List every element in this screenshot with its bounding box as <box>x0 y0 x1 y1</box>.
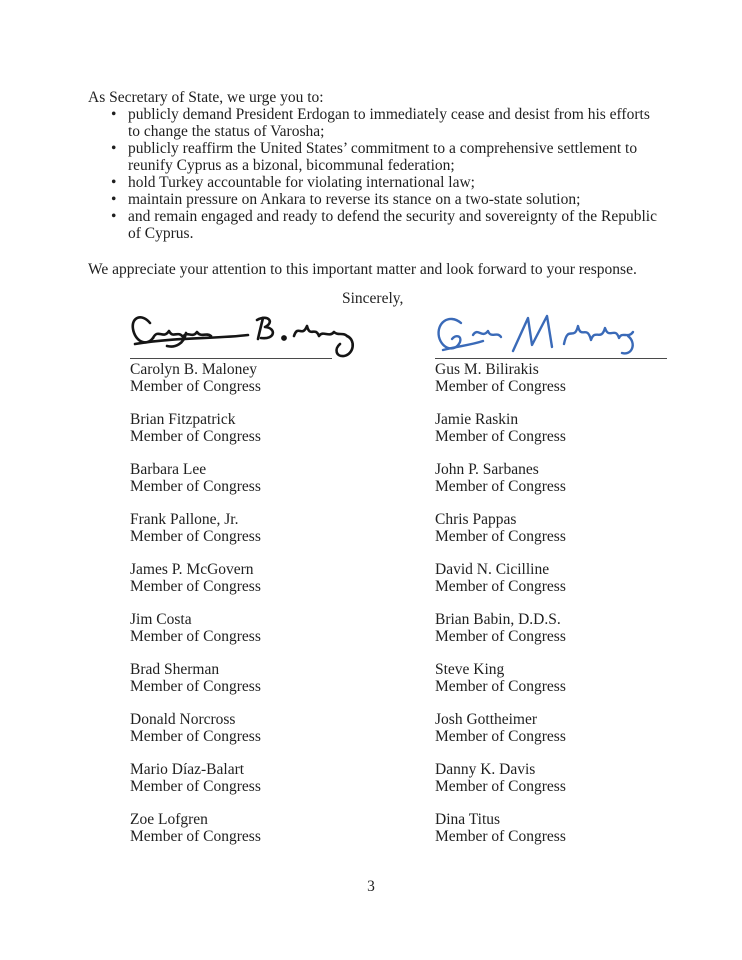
signer-title: Member of Congress <box>130 678 261 695</box>
signer-title: Member of Congress <box>130 828 261 845</box>
signer-entry <box>435 761 715 795</box>
signer-name: David N. Cicilline <box>435 561 550 578</box>
signer-title: Member of Congress <box>130 578 261 595</box>
signer-title: Member of Congress <box>130 728 261 745</box>
signatory-title: Member of Congress <box>130 378 261 395</box>
signer-title: Member of Congress <box>435 628 566 645</box>
signer-title: Member of Congress <box>435 678 566 695</box>
signer-title: Member of Congress <box>130 428 261 445</box>
signer-name: Barbara Lee <box>130 461 207 478</box>
signer-name: Jim Costa <box>130 611 192 628</box>
signer-title: Member of Congress <box>130 478 261 495</box>
signer-title: Member of Congress <box>435 528 566 545</box>
signer-name: Chris Pappas <box>435 511 517 528</box>
bullet-item: • and remain engaged and ready to defend the security and sovereignty of the Republic of Cyprus. <box>88 208 658 242</box>
signer-name: Jamie Raskin <box>435 411 519 428</box>
signers-column-right <box>435 411 715 861</box>
signer-title: Member of Congress <box>435 778 566 795</box>
signer-entry <box>435 461 715 495</box>
signer-title: Member of Congress <box>130 628 261 645</box>
signatory-name: Gus M. Bilirakis <box>435 361 539 378</box>
signer-entry <box>435 511 715 545</box>
signer-entry <box>130 761 410 795</box>
signer-title: Member of Congress <box>130 778 261 795</box>
signer-entry <box>130 561 410 595</box>
signature-image-gus-bilirakis <box>431 313 646 363</box>
signer-title: Member of Congress <box>435 578 566 595</box>
signer-entry <box>130 511 410 545</box>
signer-entry <box>130 711 410 745</box>
signatory-title: Member of Congress <box>435 378 566 395</box>
signer-name: James P. McGovern <box>130 561 254 578</box>
signers-column-left <box>130 411 410 861</box>
signer-name: Brad Sherman <box>130 661 220 678</box>
bullet-item: • publicly demand President Erdogan to immediately cease and desist from his efforts to change the status of Varosha; <box>88 106 658 140</box>
intro-paragraph: As Secretary of State, we urge you to: <box>88 89 324 106</box>
signer-name: Josh Gottheimer <box>435 711 538 728</box>
valediction: Sincerely, <box>342 290 404 307</box>
closing-paragraph: We appreciate your attention to this important matter and look forward to your response. <box>88 261 637 278</box>
page-number: 3 <box>367 878 375 895</box>
signer-entry <box>130 811 410 845</box>
signer-name: Brian Fitzpatrick <box>130 411 236 428</box>
bullet-item: • maintain pressure on Ankara to reverse its stance on a two-state solution; <box>88 191 658 208</box>
signer-entry <box>435 611 715 645</box>
signature-block-right <box>435 312 670 395</box>
signer-entry <box>435 661 715 695</box>
signature-image-carolyn-maloney <box>126 311 366 363</box>
signer-name: Steve King <box>435 661 505 678</box>
signer-name: Frank Pallone, Jr. <box>130 511 239 528</box>
signer-entry <box>435 711 715 745</box>
signature-canvas <box>435 312 670 358</box>
signer-title: Member of Congress <box>435 478 566 495</box>
signer-name: John P. Sarbanes <box>435 461 539 478</box>
signer-entry <box>130 461 410 495</box>
signer-entry <box>130 611 410 645</box>
signer-title: Member of Congress <box>435 828 566 845</box>
signer-title: Member of Congress <box>130 528 261 545</box>
signer-entry <box>130 411 410 445</box>
signature-canvas <box>130 312 365 358</box>
bullet-item: • hold Turkey accountable for violating international law; <box>88 174 658 191</box>
bullet-list <box>88 106 658 242</box>
signer-name: Donald Norcross <box>130 711 236 728</box>
signer-name: Brian Babin, D.D.S. <box>435 611 561 628</box>
signer-entry <box>435 411 715 445</box>
signer-title: Member of Congress <box>435 428 566 445</box>
signatory-name: Carolyn B. Maloney <box>130 361 257 378</box>
bullet-item: • publicly reaffirm the United States’ commitment to a comprehensive settlement to reunify Cyprus as a bizonal, bicommunal federation; <box>88 140 658 174</box>
signature-block-left <box>130 312 365 395</box>
signer-name: Dina Titus <box>435 811 501 828</box>
signer-name: Mario Díaz-Balart <box>130 761 245 778</box>
signer-title: Member of Congress <box>435 728 566 745</box>
signer-entry <box>435 561 715 595</box>
signer-name: Danny K. Davis <box>435 761 536 778</box>
signer-entry <box>130 661 410 695</box>
signer-entry <box>435 811 715 845</box>
signer-name: Zoe Lofgren <box>130 811 208 828</box>
